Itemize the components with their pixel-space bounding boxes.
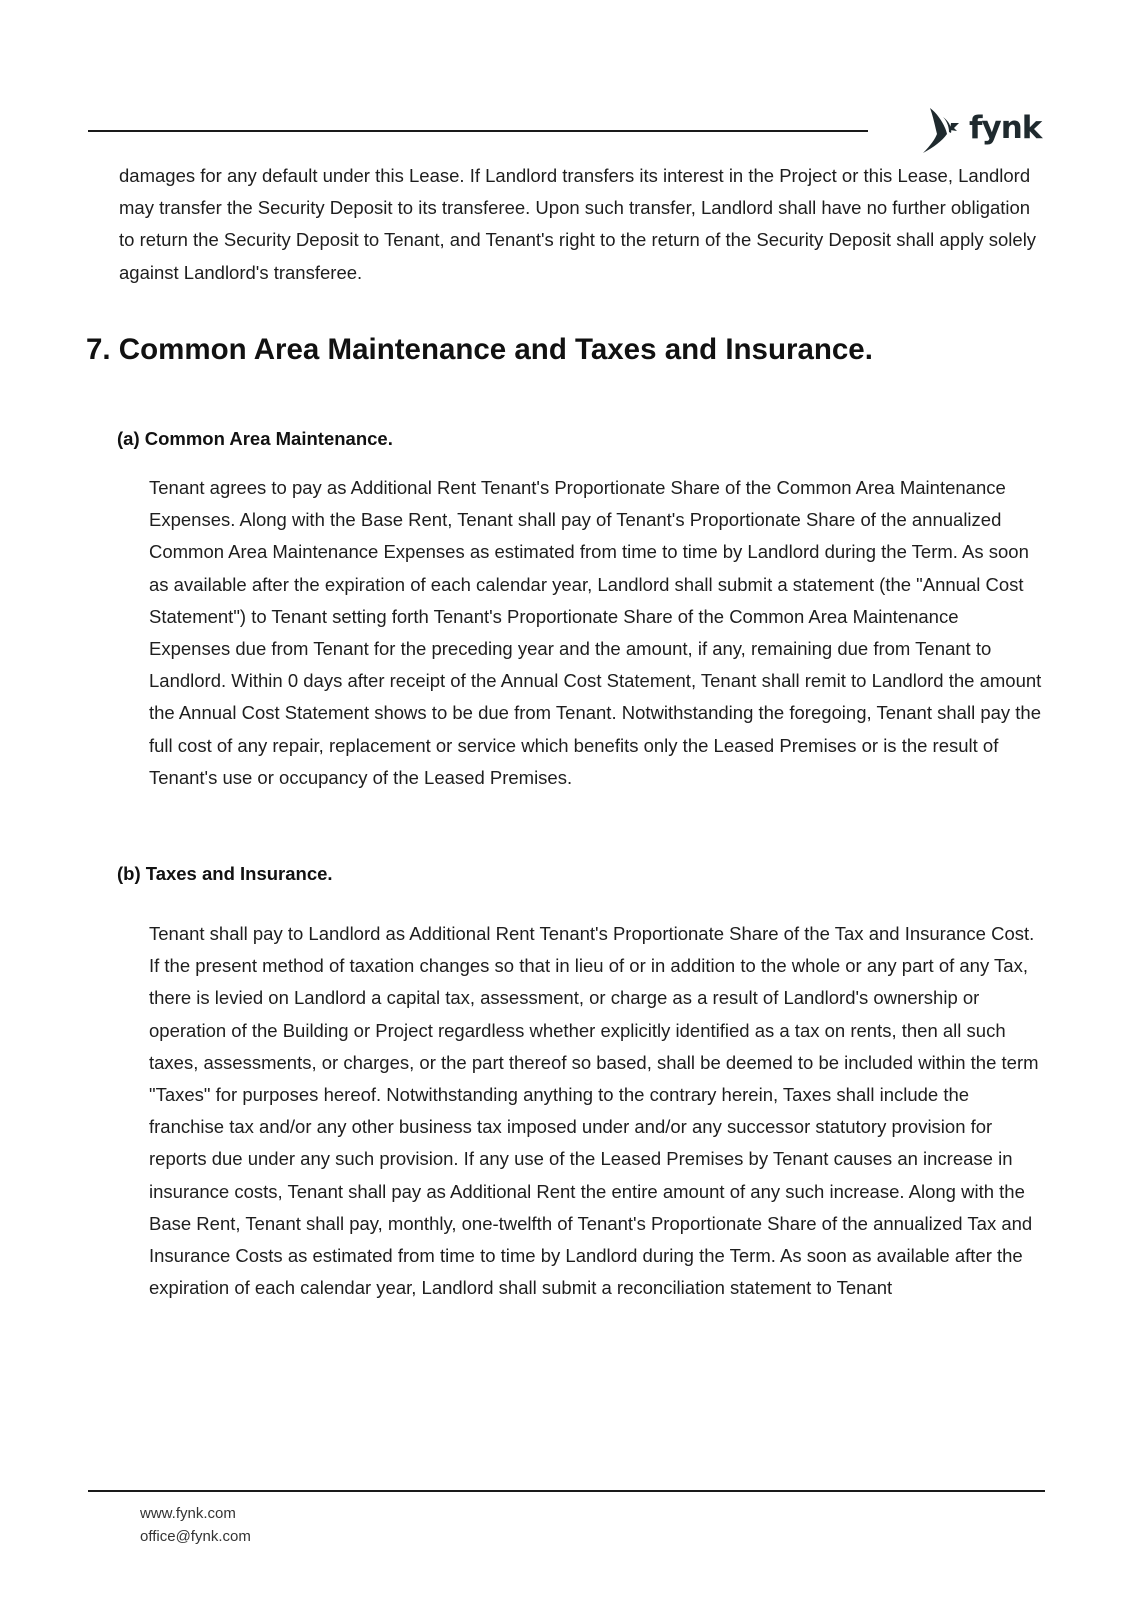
brand-name: fynk bbox=[969, 110, 1042, 146]
subsection-paragraph-taxes: Tenant shall pay to Landlord as Additional Rent Tenant's Proportionate Share of the Tax and Insurance Cost. If the present method of taxation changes so that in lieu of or in addition to the whole or any part of any Tax, there is levied on Landlord a capital tax, assessment, or charge as a result of Landlord's ownership or operation of the Building or Project regardless whether explicitly identified as a tax on rents, then all such taxes, assessments, or charges, or the part thereof so based, shall be deemed to be included within the term "Taxes" for purposes hereof. Notwithstanding anything to the contrary herein, Taxes shall include the franchise tax and/or any other business tax imposed under and/or any successor statutory provision for reports due under any such provision. If any use of the Leased Premises by Tenant causes an increase in insurance costs, Tenant shall pay as Additional Rent the entire amount of any such increase. Along with the Base Rent, Tenant shall pay, monthly, one-twelfth of Tenant's Proportionate Share of the annualized Tax and Insurance Costs as estimated from time to time by Landlord during the Term. As soon as available after the expiration of each calendar year, Landlord shall submit a reconciliation statement to Tenant bbox=[149, 923, 1039, 1299]
bird-logo-icon bbox=[918, 104, 968, 156]
footer-website-link[interactable]: www.fynk.com bbox=[140, 1505, 236, 1522]
intro-paragraph: damages for any default under this Lease. If Landlord transfers its interest in the Project or this Lease, Landlord may transfer the Security Deposit to its transferee. Upon such transfer, Landlord shall have no further obligation to return the Security Deposit to Tenant, and Tenant's right to the return of the Security Deposit shall apply solely against Landlord's transferee. bbox=[119, 165, 1037, 283]
header-divider bbox=[88, 130, 868, 132]
footer-email-link[interactable]: office@fynk.com bbox=[140, 1528, 251, 1545]
subsection-heading-cam: (a) Common Area Maintenance. bbox=[117, 428, 393, 449]
footer-divider bbox=[88, 1490, 1045, 1492]
section-title: 7. Common Area Maintenance and Taxes and Insurance. bbox=[86, 333, 873, 366]
brand-logo bbox=[918, 104, 1044, 156]
subsection-heading-taxes: (b) Taxes and Insurance. bbox=[117, 863, 333, 884]
subsection-paragraph-cam: Tenant agrees to pay as Additional Rent Tenant's Proportionate Share of the Common Area Maintenance Expenses. Along with the Base Rent, Tenant shall pay of Tenant's Proportionate Share of the annualized Common Area Maintenance Expenses as estimated from time to time by Landlord during the Term. As soon as available after the expiration of each calendar year, Landlord shall submit a statement (the "Annual Cost Statement") to Tenant setting forth Tenant's Proportionate Share of the Common Area Maintenance Expenses due from Tenant for the preceding year and the amount, if any, remaining due from Tenant to Landlord. Within 0 days after receipt of the Annual Cost Statement, Tenant shall remit to Landlord the amount the Annual Cost Statement shows to be due from Tenant. Notwithstanding the foregoing, Tenant shall pay the full cost of any repair, replacement or service which benefits only the Leased Premises or is the result of Tenant's use or occupancy of the Leased Premises. bbox=[149, 477, 1042, 788]
